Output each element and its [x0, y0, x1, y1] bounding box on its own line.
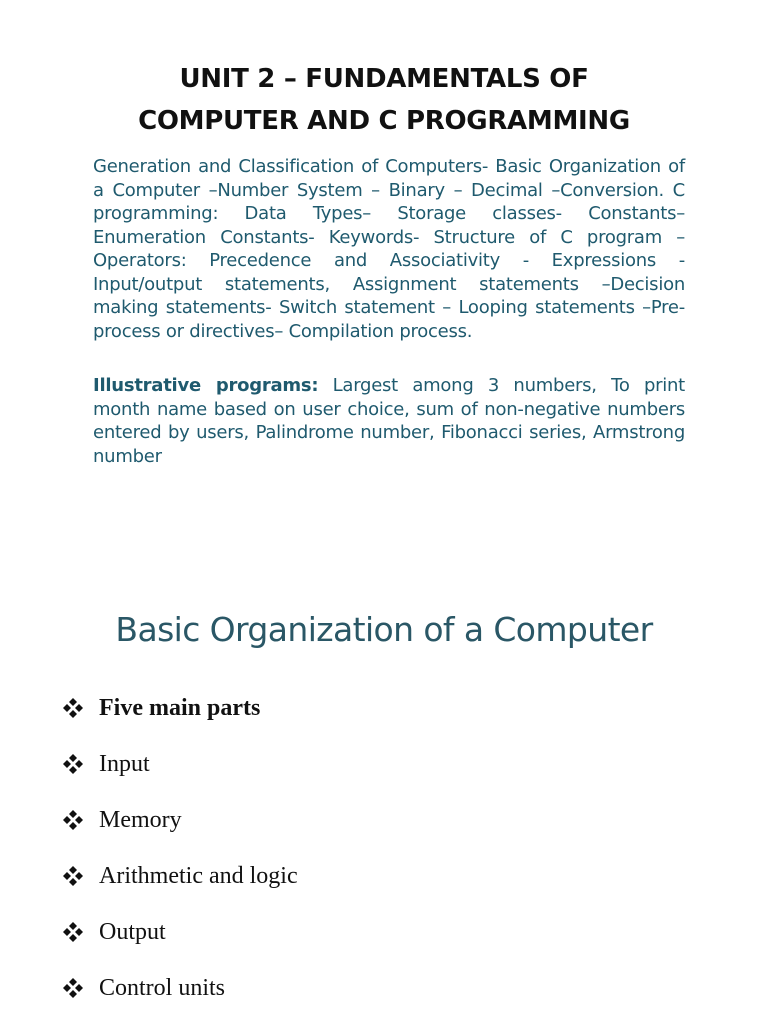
- list-item-label: Output: [99, 918, 166, 945]
- illustrative-programs: [93, 374, 685, 468]
- unit-title-line-1: UNIT 2 – FUNDAMENTALS OF: [179, 64, 589, 94]
- unit-title-line-2: COMPUTER AND C PROGRAMMING: [138, 106, 630, 136]
- list-item: [62, 904, 298, 960]
- list-item-label: Input: [99, 750, 150, 777]
- four-diamond-bullet-icon: [62, 697, 84, 719]
- parts-list: [62, 680, 298, 1016]
- list-item-label: Memory: [99, 806, 182, 833]
- list-item-label: Arithmetic and logic: [99, 862, 298, 889]
- list-item: [62, 848, 298, 904]
- unit-title: [40, 58, 728, 142]
- list-item-label: Five main parts: [99, 694, 261, 721]
- four-diamond-bullet-icon: [62, 977, 84, 999]
- list-item: [62, 960, 298, 1016]
- slide-basic-organization: [0, 512, 768, 1024]
- four-diamond-bullet-icon: [62, 921, 84, 943]
- section-title: Basic Organization of a Computer: [115, 610, 653, 649]
- illustrative-programs-text: Largest among 3 numbers, To print month name based on user choice, sum of non-negative numbers entered by users, Palindrome number, Fibonacci series, Armstrong number: [93, 375, 685, 467]
- four-diamond-bullet-icon: [62, 809, 84, 831]
- four-diamond-bullet-icon: [62, 753, 84, 775]
- list-item: [62, 736, 298, 792]
- four-diamond-bullet-icon: [62, 865, 84, 887]
- list-item: [62, 792, 298, 848]
- list-item-label: Control units: [99, 974, 226, 1001]
- list-item: [62, 680, 298, 736]
- illustrative-programs-label: Illustrative programs:: [93, 375, 319, 396]
- syllabus-topics: Generation and Classification of Computers- Basic Organization of a Computer –Number System – Binary – Decimal –Conversion. C programming: Data Types– Storage classes- Constants– Enumeration Constants- Keywords- Structure of C program – Operators: Precedence and Associativity - Expressions - Input/output statements, Assignment statements –Decision making statements- Switch statement – Looping statements –Pre-process or directives– Compilation process.: [93, 156, 685, 342]
